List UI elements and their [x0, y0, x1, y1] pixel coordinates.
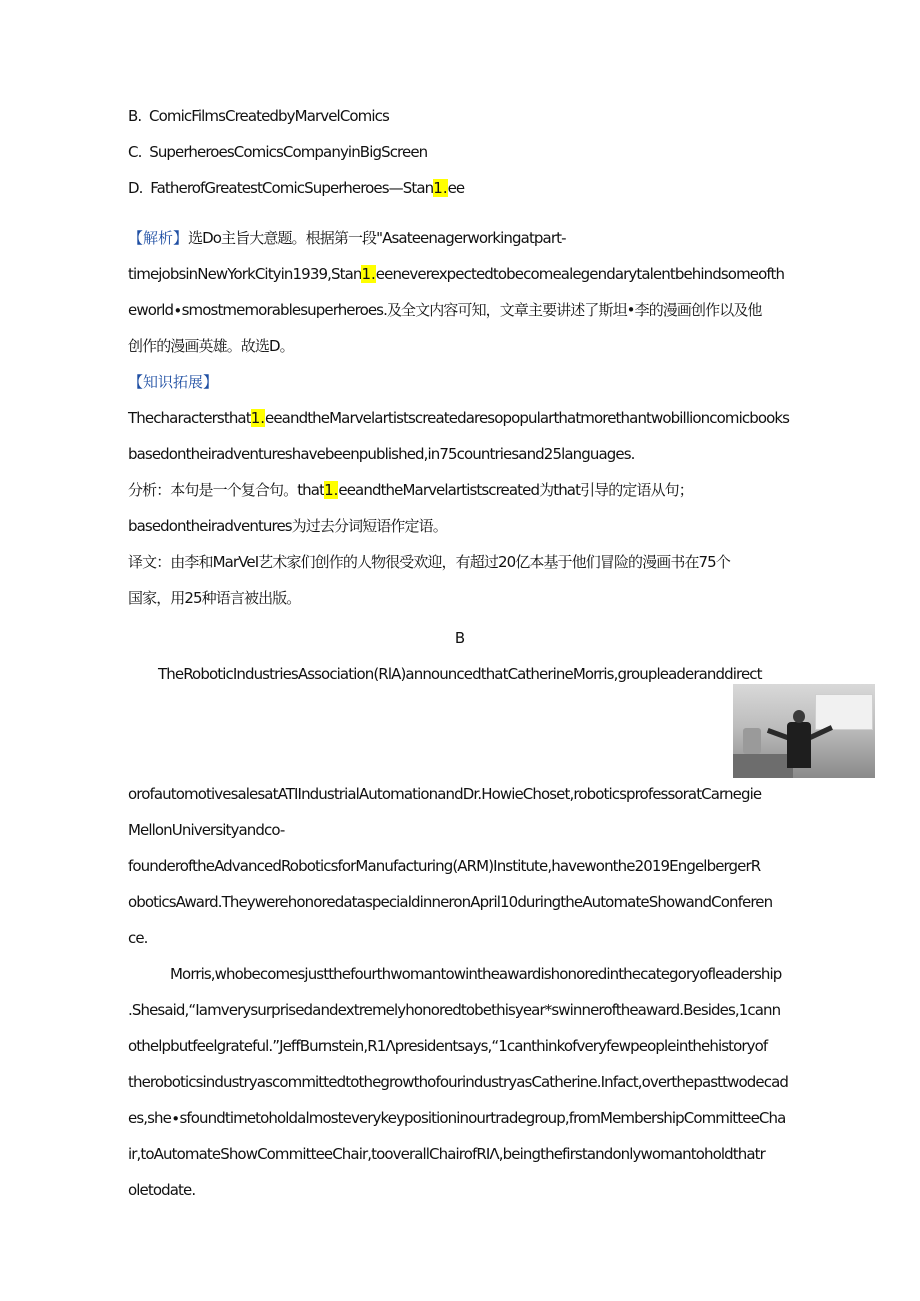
knowledge-line-3 [128, 480, 798, 500]
passage-line-6: ce. [128, 929, 148, 947]
passage-line-4: founderoftheAdvancedRoboticsforManufacturing(ARM)Institute,havewonthe2019EngelbergerR [128, 857, 761, 875]
passage-line-9: othelpbutfeelgrateful.”JeffBurnstein,R1Λpresidentsays,“1canthinkofveryfewpeopleinthehistoryof [128, 1037, 768, 1055]
knowledge-line-2: basedontheiradventureshavebeenpublished,in75countriesand25languages. [128, 445, 635, 463]
option-letter: B. [128, 107, 142, 125]
photo-person-head [793, 710, 805, 723]
passage-line-12: ir,toAutomateShowCommitteeChair,tooverallChairofRIΛ,beingthefirstandonlywomantoholdthatr [128, 1145, 765, 1163]
photo-desk [733, 754, 793, 778]
analysis-label: 【解析】 [128, 229, 189, 247]
highlight: 1. [361, 265, 376, 283]
passage-line-5: oboticsAward.TheywerehonoredataspecialdinneronApril10duringtheAutomateShowandConferen [128, 893, 773, 911]
knowledge-text: Thecharactersthat [128, 409, 251, 427]
passage-line-2: orofautomotivesalesatATIIndustrialAutomationandDr.HowieChoset,roboticsprofessoratCarnegie [128, 785, 762, 803]
passage-line-7: Morris,whobecomesjustthefourthwomantowintheawardishonoredinthecategoryofleadership [170, 965, 782, 983]
section-title: B [454, 629, 466, 647]
option-text: FatherofGreatestComicSuperheroes—Stan [150, 179, 434, 197]
analysis-line-3: eworld∙smostmemorablesuperheroes.及全文内容可知，文章主要讲述了斯坦•李的漫画创作以及他 [128, 301, 762, 319]
passage-line-3: MellonUniversityandco- [128, 821, 285, 839]
analysis-text: timejobsinNewYorkCityin1939,Stan [128, 265, 362, 283]
passage-line-8: .Shesaid,“Iamverysurprisedandextremelyhonoredtobethisyear*swinneroftheaward.Besides,1cann [128, 1001, 781, 1019]
knowledge-text: eeandtheMarvelartistscreated为that引导的定语从句； [338, 481, 693, 499]
option-d [128, 178, 798, 198]
analysis-line-1 [128, 228, 798, 248]
photo-screen [815, 694, 873, 730]
option-text: ComicFilmsCreatedbyMarvelComics [149, 107, 389, 125]
passage-line-13: oletodate. [128, 1181, 196, 1199]
knowledge-text: eeandtheMarvelartistscreatedaresopopularthatmorethantwobillioncomicbooks [265, 409, 790, 427]
option-text-end: ee [447, 179, 465, 197]
knowledge-line-4: basedontheiradventures为过去分词短语作定语。 [128, 517, 447, 535]
option-text: SuperheroesComicsCompanyinBigScreen [149, 143, 428, 161]
passage-line-10: theroboticsindustryascommittedtothegrowthofourindustryasCatherine.Infact,overthepasttwodecad [128, 1073, 788, 1091]
photo-robot [743, 728, 761, 754]
option-c [128, 142, 798, 162]
analysis-text: 选Do主旨大意题。根据第一段"Asateenagerworkingatpart- [188, 229, 566, 247]
highlight: 1. [324, 481, 339, 499]
option-letter: D. [128, 179, 143, 197]
award-photo [733, 684, 875, 778]
knowledge-line-6: 国家，用25种语言被出版。 [128, 589, 301, 607]
passage-line-1: TheRoboticIndustriesAssociation(RlA)announcedthatCatherineMorris,groupleaderanddirect [158, 665, 762, 683]
option-letter: C. [128, 143, 142, 161]
analysis-line-2 [128, 264, 798, 284]
analysis-line-4: 创作的漫画英雄。故选D。 [128, 337, 294, 355]
option-b [128, 106, 798, 126]
knowledge-label-text: 【知识拓展】 [128, 373, 219, 391]
passage-line-11: es,she∙sfoundtimetoholdalmosteverykeypositioninourtradegroup,fromMembershipCommitteeCha [128, 1109, 786, 1127]
highlight: 1. [433, 179, 448, 197]
analysis-text: eeneverexpectedtobecomealegendarytalentbehindsomeofth [375, 265, 785, 283]
photo-person [787, 722, 811, 768]
knowledge-line-1 [128, 408, 798, 428]
highlight: 1. [250, 409, 266, 427]
knowledge-label [128, 372, 798, 392]
knowledge-text: 分析：本句是一个复合句。that [128, 481, 325, 499]
knowledge-line-5: 译文：由李和MarVeI艺术家们创作的人物很受欢迎，有超过20亿本基于他们冒险的漫画书在75个 [128, 553, 730, 571]
